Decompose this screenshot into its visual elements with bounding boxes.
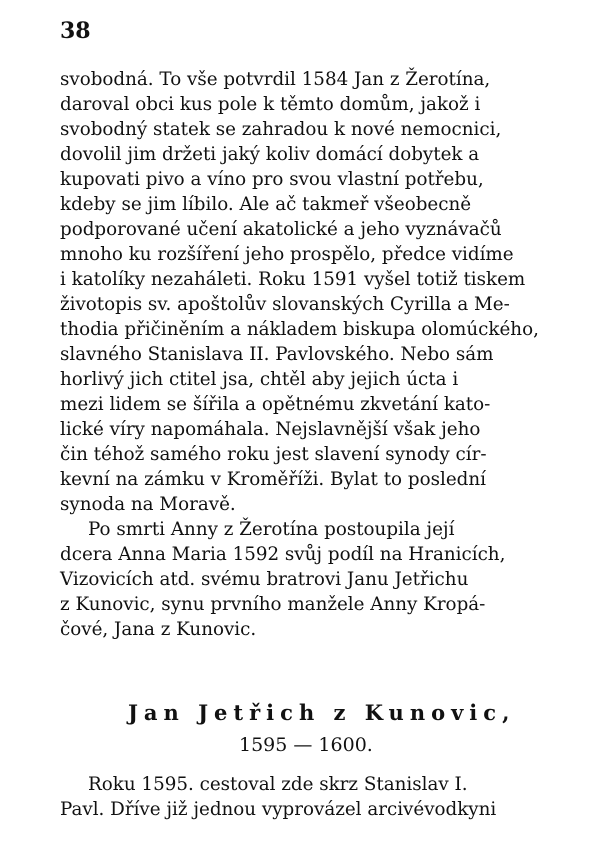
text-line: mnoho ku rozšíření jeho prospělo, předce vidíme xyxy=(60,244,514,265)
text-line: thodia přičiněním a nákladem biskupa olomúckého, xyxy=(60,319,539,340)
page-number: 38 xyxy=(60,18,91,44)
text-line: mezi lidem se šířila a opětnému zkvetání kato- xyxy=(60,394,491,415)
text-line: svobodný statek se zahradou k nové nemocnici, xyxy=(60,119,502,140)
text-line: podporované učení akatolické a jeho vyznávačů xyxy=(60,219,502,240)
text-line: Roku 1595. cestoval zde skrz Stanislav I. xyxy=(88,774,468,795)
text-line: horlivý jich ctitel jsa, chtěl aby jejich úcta i xyxy=(60,369,459,390)
text-line: dovolil jim držeti jaký koliv domácí dobytek a xyxy=(60,144,480,165)
text-line: životopis sv. apoštolův slovanských Cyrilla a Me- xyxy=(60,294,510,315)
text-line: čové, Jana z Kunovic. xyxy=(60,619,257,640)
text-line: kdeby se jim líbilo. Ale ač takmeř všeobecně xyxy=(60,194,472,215)
text-line: Po smrti Anny z Žerotína postoupila její xyxy=(88,519,455,540)
text-line: Vizovicích atd. svému bratrovi Janu Jetřichu xyxy=(60,569,469,590)
text-line: Pavl. Dříve již jednou vyprovázel arcivévodkyni xyxy=(60,799,497,820)
text-line: lické víry napomáhala. Nejslavnější však jeho xyxy=(60,419,481,440)
text-line: kupovati pivo a víno pro svou vlastní potřebu, xyxy=(60,169,484,190)
text-line: synoda na Moravě. xyxy=(60,494,236,515)
text-line: svobodná. To vše potvrdil 1584 Jan z Žerotína, xyxy=(60,69,491,90)
text-line: dcera Anna Maria 1592 svůj podíl na Hranicích, xyxy=(60,544,506,565)
section-years: 1595 — 1600. xyxy=(239,734,373,756)
text-line: z Kunovic, synu prvního manžele Anny Kropá- xyxy=(60,594,486,615)
text-line: čin téhož samého roku jest slavení synody cír- xyxy=(60,444,487,465)
text-line: daroval obci kus pole k těmto domům, jakož i xyxy=(60,94,481,115)
text-line: i katolíky nezaháleti. Roku 1591 vyšel totiž tiskem xyxy=(60,269,526,290)
section-heading: Jan Jetřich z Kunovic, xyxy=(128,700,516,725)
text-line: slavného Stanislava II. Pavlovského. Nebo sám xyxy=(60,344,494,365)
text-line: kevní na zámku v Kroměříži. Bylat to poslední xyxy=(60,469,486,490)
